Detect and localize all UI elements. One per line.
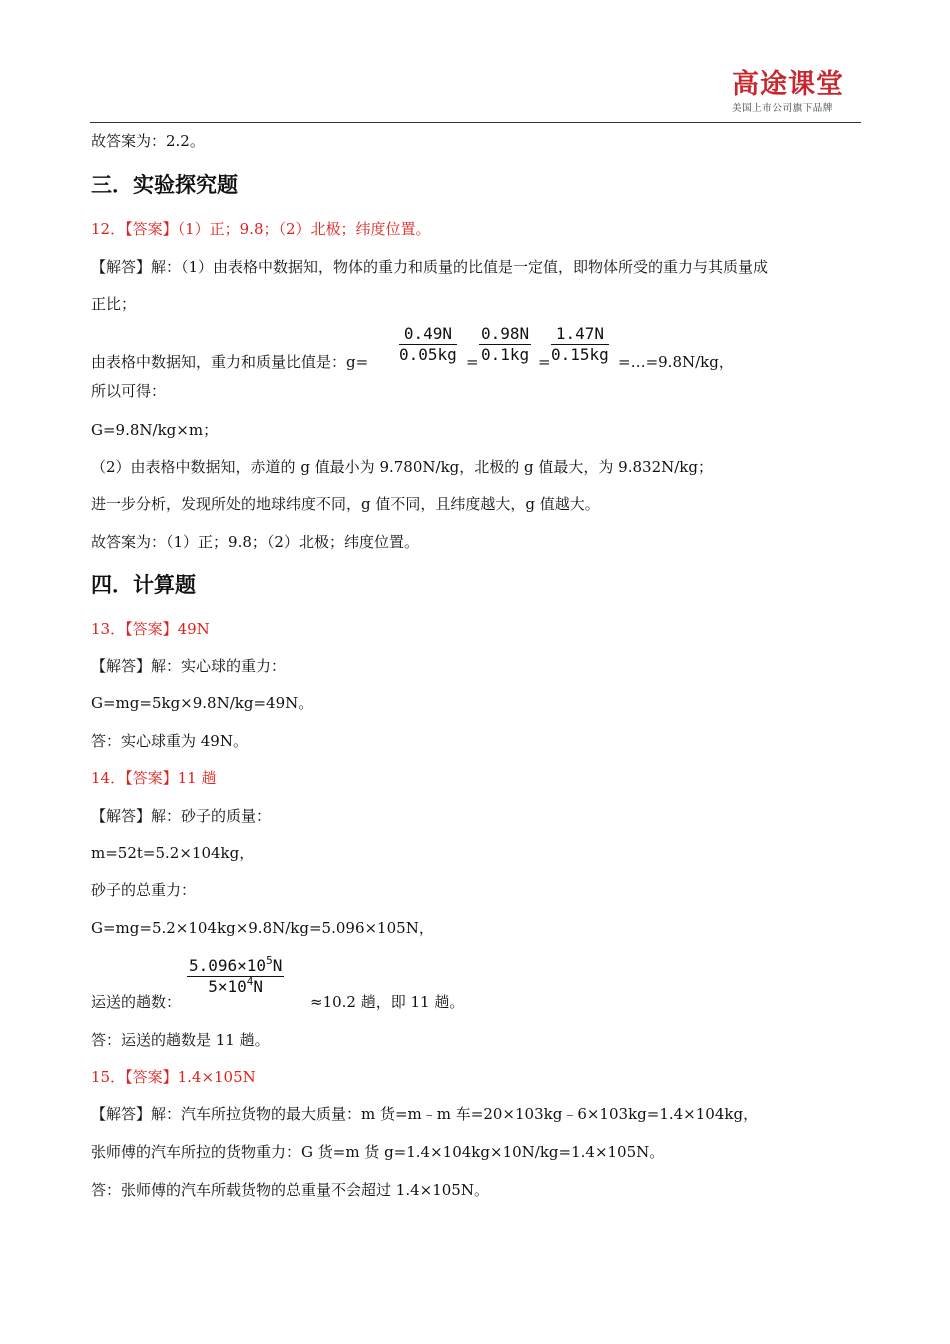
- equals-sign: =: [538, 353, 551, 371]
- q12-solution-line-2: 正比；: [91, 295, 137, 313]
- denominator-exponent: 4: [246, 975, 254, 988]
- q14-solution-line-6: 答：运送的趟数是 11 趟。: [91, 1031, 270, 1049]
- logo-main-text: 高途课堂: [732, 69, 844, 100]
- fraction-numerator: [187, 954, 284, 977]
- q12-solution-line-4: 所以可得：: [91, 382, 167, 400]
- numerator-exponent: 5: [266, 954, 273, 967]
- q12-answer-line: [91, 219, 431, 239]
- fraction-numerator: 1.47N: [551, 325, 609, 345]
- q14-solution-line-4: G=mg=5.2×104kg×9.8N/kg=5.096×105N，: [91, 919, 434, 937]
- q12-solution-line-8: 故答案为：（1）正；9.8；（2）北极；纬度位置。: [91, 533, 419, 551]
- q15-answer-line: [91, 1067, 256, 1087]
- q14-solution-line-1: 【解答】解：砂子的质量：: [91, 807, 272, 825]
- fraction-0-49N-over-0-05kg: [399, 325, 457, 364]
- fraction-denominator: [187, 977, 284, 996]
- logo-sub-text: 美国上市公司旗下品牌: [732, 103, 834, 114]
- q15-solution-line-3: 答：张师傅的汽车所载货物的总重量不会超过 1.4×105N。: [91, 1181, 489, 1199]
- q13-solution-line-2: G=mg=5kg×9.8N/kg=49N。: [91, 694, 314, 712]
- fraction-numerator: 0.98N: [481, 324, 530, 343]
- numerator-base: 5.096×10: [189, 956, 267, 975]
- q14-solution-line-3: 砂子的总重力：: [91, 881, 197, 899]
- section-heading-experiment: 三．实验探究题: [91, 173, 238, 197]
- numerator-unit: N: [272, 956, 283, 975]
- equals-sign: =: [466, 353, 479, 371]
- q12-ratio-result: =…=9.8N/kg，: [618, 353, 734, 371]
- q12-solution-line-1: 【解答】解：（1）由表格中数据知，物体的重力和质量的比值是一定值，即物体所受的重力与其质量成: [91, 258, 769, 276]
- fraction-denominator: 0.1kg: [481, 345, 530, 364]
- q13-answer-prefix: 13．【答案】: [91, 620, 178, 638]
- fraction-1-47N-over-0-15kg: [551, 325, 609, 364]
- fraction-total-weight-over-capacity: [187, 954, 284, 996]
- q13-solution-line-3: 答：实心球重为 49N。: [91, 732, 248, 750]
- q14-solution-line-2: m=52t=5.2×104kg，: [91, 844, 255, 862]
- q14-answer-prefix: 14．【答案】: [91, 769, 178, 787]
- q14-answer-text: 11 趟: [177, 769, 217, 787]
- q15-answer-text: 1.4×105N: [177, 1068, 256, 1086]
- q12-answer-text: （1）正；9.8；（2）北极；纬度位置。: [177, 220, 431, 238]
- q14-answer-line: [91, 768, 216, 788]
- q14-trips-result: ≈10.2 趟，即 11 趟。: [310, 993, 465, 1011]
- denominator-unit: N: [253, 977, 264, 996]
- q12-solution-line-7: 进一步分析，发现所处的地球纬度不同，g 值不同，且纬度越大，g 值越大。: [91, 495, 600, 513]
- q15-answer-prefix: 15．【答案】: [91, 1068, 178, 1086]
- prev-answer-line: 故答案为：2.2。: [91, 132, 205, 150]
- section-heading-calculation: 四．计算题: [91, 573, 196, 597]
- q12-solution-line-5: G=9.8N/kg×m；: [91, 421, 219, 439]
- q12-answer-prefix: 12．【答案】: [91, 220, 178, 238]
- q12-solution-line-6: （2）由表格中数据知，赤道的 g 值最小为 9.780N/kg，北极的 g 值最大，为 9.832N/kg；: [91, 458, 713, 476]
- fraction-denominator: 0.05kg: [399, 345, 457, 364]
- brand-logo: [732, 70, 842, 114]
- denominator-base: 5×10: [208, 977, 247, 996]
- q15-solution-line-1: 【解答】解：汽车所拉货物的最大质量：m 货=m﹣m 车=20×103kg﹣6×103kg=1.4×104kg，: [91, 1105, 759, 1123]
- q15-solution-line-2: 张师傅的汽车所拉的货物重力：G 货=m 货 g=1.4×104kg×10N/kg=1.4×105N。: [91, 1143, 665, 1161]
- q13-answer-line: [91, 619, 210, 639]
- q12-ratio-label: 由表格中数据知，重力和质量比值是：g=: [91, 353, 369, 371]
- header-rule: [90, 122, 861, 123]
- fraction-0-98N-over-0-1kg: [479, 325, 531, 364]
- fraction-numerator: 0.49N: [399, 325, 457, 345]
- fraction-denominator: 0.15kg: [551, 345, 609, 364]
- q13-solution-line-1: 【解答】解：实心球的重力：: [91, 657, 287, 675]
- q14-trips-label: 运送的趟数：: [91, 993, 182, 1011]
- q13-answer-text: 49N: [177, 620, 210, 638]
